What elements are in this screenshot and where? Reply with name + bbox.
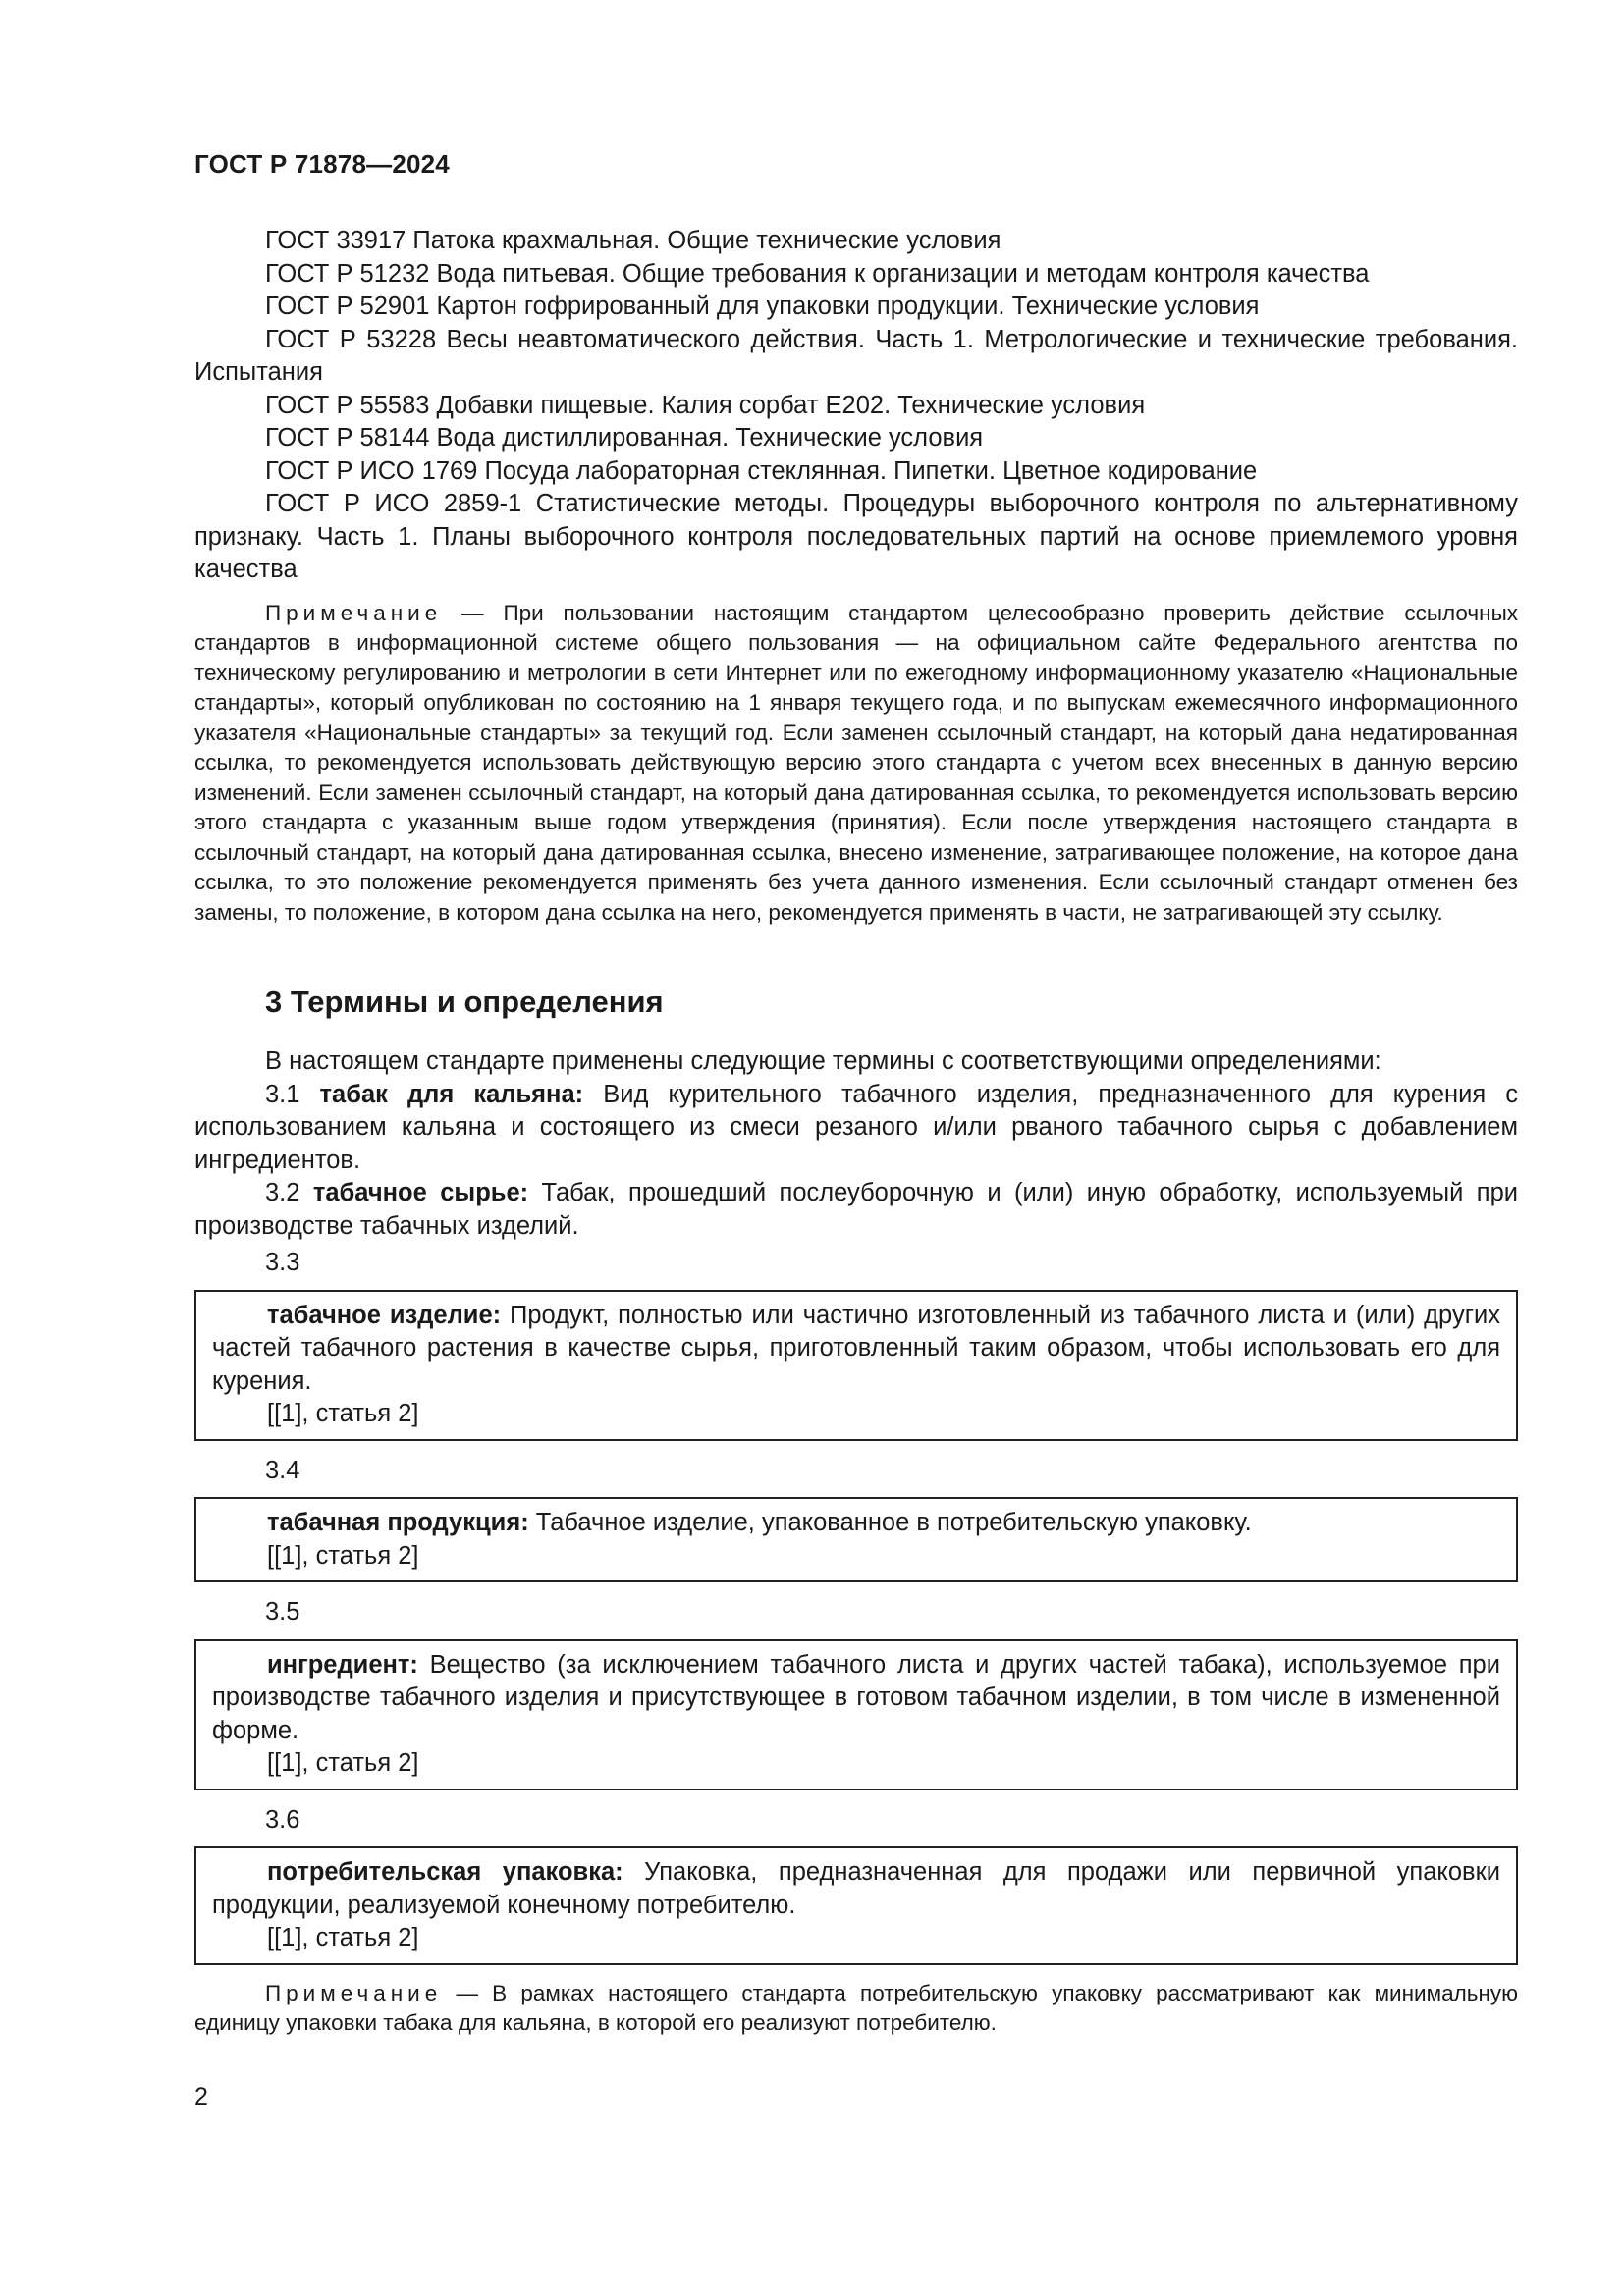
term-number-3-3: 3.3 bbox=[265, 1249, 300, 1276]
term-name: табачная продукция: bbox=[267, 1509, 529, 1536]
term-definition: Продукт, полностью или частично изготовленный из табачного листа и (или) других частей табачного растения в качестве сырья, приготовленный таким образом, чтобы использовать его для курения. bbox=[212, 1301, 1500, 1395]
note-packaging bbox=[194, 1979, 1518, 2039]
term-name: табак для кальяна: bbox=[319, 1080, 584, 1108]
note-label: Примечание bbox=[265, 600, 443, 625]
term-number-3-6: 3.6 bbox=[265, 1805, 300, 1834]
reference-item: ГОСТ Р 55583 Добавки пищевые. Калия сорбат Е202. Технические условия bbox=[265, 391, 1146, 419]
term-box-3-5 bbox=[194, 1639, 1518, 1790]
reference-item: ГОСТ Р 53228 Весы неавтоматического действия. Часть 1. Метрологические и технические требования. Испытания bbox=[194, 325, 1518, 386]
document-header: ГОСТ Р 71878—2024 bbox=[194, 149, 450, 179]
note-text: — В рамках настоящего стандарта потребительскую упаковку рассматривают как минимальную единицу упаковки табака для кальяна, в которой его реализуют потребителю. bbox=[194, 1980, 1518, 2035]
reference-item: ГОСТ Р ИСО 1769 Посуда лабораторная стеклянная. Пипетки. Цветное кодирование bbox=[265, 456, 1258, 485]
note-label: Примечание bbox=[265, 1980, 443, 2005]
reference-list bbox=[194, 225, 1518, 587]
section-title: 3 Термины и определения bbox=[265, 985, 664, 1019]
reference-item: ГОСТ Р 58144 Вода дистиллированная. Технические условия bbox=[265, 424, 984, 452]
section-intro: В настоящем стандарте применены следующие термины с соответствующими определениями: bbox=[265, 1047, 1381, 1075]
term-box-3-4 bbox=[194, 1497, 1518, 1582]
reference-item: ГОСТ Р 52901 Картон гофрированный для упаковки продукции. Технические условия bbox=[265, 293, 1260, 320]
term-entry-3-1 bbox=[194, 1079, 1518, 1178]
term-source: [[1], статья 2] bbox=[267, 1749, 419, 1777]
term-number-3-4: 3.4 bbox=[265, 1456, 300, 1484]
term-definition: Табак, прошедший послеуборочную и (или) иную обработку, используемый при производстве табачных изделий. bbox=[194, 1179, 1518, 1240]
term-name: табачное сырье: bbox=[312, 1179, 529, 1206]
term-definition: Упаковка, предназначенная для продажи или первичной упаковки продукции, реализуемой конечному потребителю. bbox=[212, 1858, 1500, 1919]
term-definition: Вид курительного табачного изделия, предназначенного для курения с использованием кальяна и состоящего из смеси резаного и/или рваного табачного сырья с добавлением ингредиентов. bbox=[194, 1080, 1519, 1174]
reference-item: ГОСТ 33917 Патока крахмальная. Общие технические условия bbox=[265, 227, 1001, 254]
page-number: 2 bbox=[194, 2083, 208, 2110]
term-definition: Табачное изделие, упакованное в потребительскую упаковку. bbox=[528, 1509, 1252, 1536]
term-number: 3.2 bbox=[265, 1179, 313, 1206]
term-source: [[1], статья 2] bbox=[267, 1400, 419, 1427]
term-source: [[1], статья 2] bbox=[267, 1541, 419, 1570]
term-definition: Вещество (за исключением табачного листа и других частей табака), используемое при производстве табачного изделия и присутствующее в готовом табачном изделии, в том числе в измененной форме. bbox=[212, 1650, 1500, 1744]
note-references bbox=[194, 599, 1518, 929]
term-number-3-5: 3.5 bbox=[265, 1598, 300, 1626]
term-entry-3-2 bbox=[194, 1177, 1518, 1243]
term-source: [[1], статья 2] bbox=[267, 1924, 419, 1951]
reference-item: ГОСТ Р 51232 Вода питьевая. Общие требования к организации и методам контроля качества bbox=[265, 259, 1370, 288]
note-text: — При пользовании настоящим стандартом целесообразно проверить действие ссылочных стандартов в информационной системе общего пользования — на официальном сайте Федерального агентства по техническому регулированию и метрологии в сети Интернет или по ежегодному информационному указателю «Национальные стандарты», который опубликован по состоянию на 1 января текущего года, и по выпускам ежемесячного информационного указателя «Национальные стандарты» за текущий год. Если заменен ссылочный стандарт, на который дана недатированная ссылка, то рекомендуется использовать действующую версию этого стандарта с учетом всех внесенных в данную версию изменений. Если заменен ссылочный стандарт, на который дана датированная ссылка, то рекомендуется использовать версию этого стандарта с указанным выше годом утверждения (принятия). Если после утверждения настоящего стандарта в ссылочный стандарт, на который дана датированная ссылка, внесено изменение, затрагивающее положение, на которое дана ссылка, то это положение рекомендуется применять без учета данного изменения. Если ссылочный стандарт отменен без замены, то положение, в котором дана ссылка на него, рекомендуется применять в части, не затрагивающей эту ссылку. bbox=[194, 600, 1518, 925]
term-box-3-3 bbox=[194, 1290, 1518, 1441]
term-number: 3.1 bbox=[265, 1080, 320, 1108]
reference-item: ГОСТ Р ИСО 2859-1 Статистические методы. Процедуры выборочного контроля по альтернативному признаку. Часть 1. Планы выборочного контроля последовательных партий на основе приемлемого уровня качества bbox=[194, 490, 1518, 583]
page-content bbox=[194, 225, 1518, 2039]
term-box-3-6 bbox=[194, 1846, 1518, 1965]
term-name: табачное изделие: bbox=[267, 1301, 502, 1329]
term-name: потребительская упаковка: bbox=[267, 1858, 623, 1886]
term-name: ингредиент: bbox=[267, 1650, 418, 1679]
